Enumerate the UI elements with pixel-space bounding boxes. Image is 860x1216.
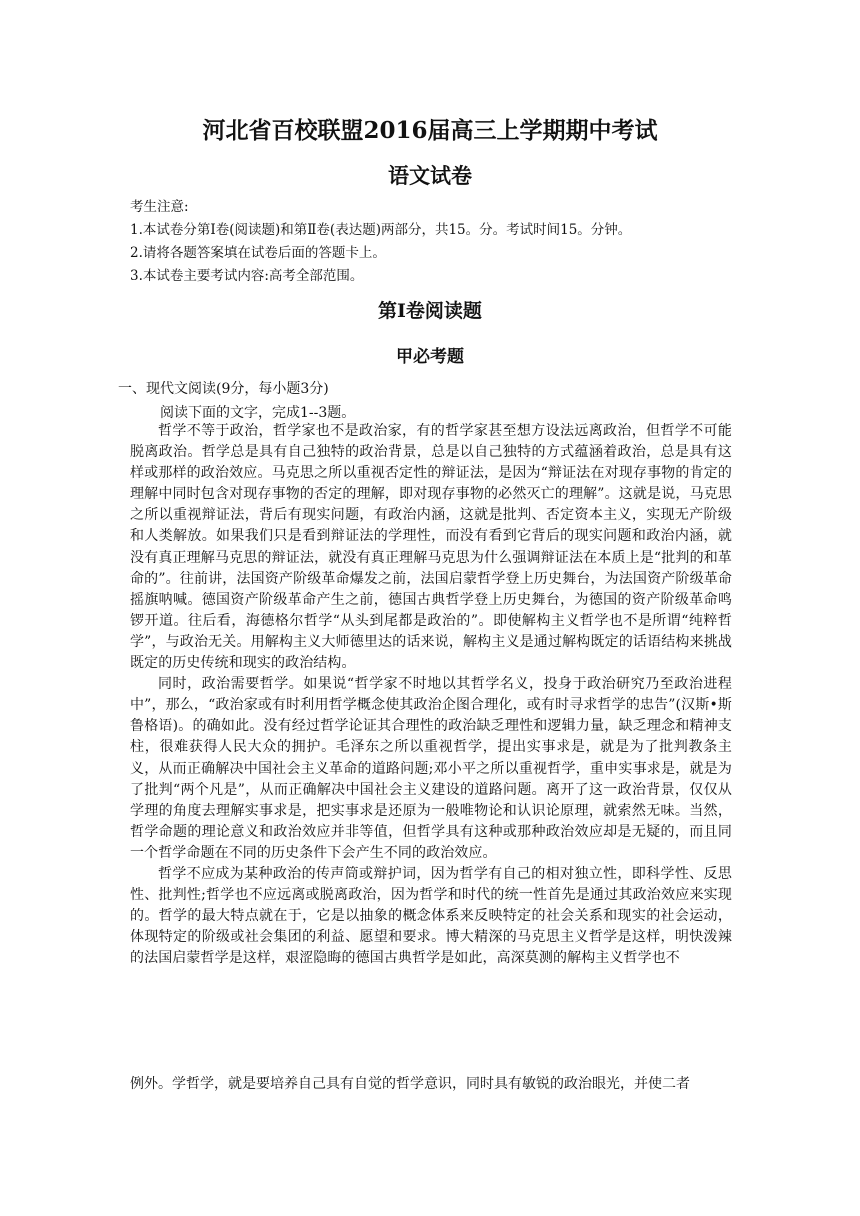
notice-item: 1.本试卷分第Ⅰ卷(阅读题)和第Ⅱ卷(表达题)两部分，共15。分。考试时间15。分钟。	[130, 222, 632, 238]
question-heading: 一、现代文阅读(9分，每小题3分)	[118, 381, 329, 397]
passage-paragraph: 哲学不等于政治，哲学家也不是政治家，有的哲学家甚至想方设法远离政治，但哲学不可能脱离政治。哲学总是具有自己独特的政治背景，总是以自己独特的方式蕴涵着政治，总是具有这样或那样的政治效应。马克思之所以重视否定性的辩证法，是因为“辩证法在对现存事物的肯定的理解中同时包含对现存事物的否定的理解，即对现存事物的必然灭亡的理解”。这就是说，马克思之所以重视辩证法，背后有现实问题，有政治内涵，这就是批判、否定资本主义，实现无产阶级和人类解放。如果我们只是看到辩证法的学理性，而没有看到它背后的现实问题和政治内涵，就没有真正理解马克思的辩证法，就没有真正理解马克思为什么强调辩证法在本质上是“批判的和革命的”。往前讲，法国资产阶级革命爆发之前，法国启蒙哲学登上历史舞台，为法国资产阶级革命摇旗呐喊。德国资产阶级革命产生之前，德国古典哲学登上历史舞台，为德国的资产阶级革命鸣锣开道。往后看，海德格尔哲学“从头到尾都是政治的”。即使解构主义哲学也不是所谓“纯粹哲学”，与政治无关。用解构主义大师德里达的话来说，解构主义是通过解构既定的话语结构来挑战既定的历史传统和现实的政治结构。	[130, 423, 732, 672]
exam-subtitle: 语文试卷	[388, 163, 472, 188]
exam-title: 河北省百校联盟2016届高三上学期期中考试	[202, 117, 658, 144]
notice-heading: 考生注意:	[130, 199, 189, 215]
notice-item: 2.请将各题答案填在试卷后面的答题卡上。	[130, 245, 386, 261]
section-title: 甲必考题	[396, 347, 464, 367]
passage-continuation: 例外。学哲学，就是要培养自己具有自觉的哲学意识，同时具有敏锐的政治眼光，并使二者	[130, 1076, 690, 1092]
passage-paragraph: 哲学不应成为某种政治的传声筒或辩护词，因为哲学有自己的相对独立性，即科学性、反思性、批判性;哲学也不应远离或脱离政治，因为哲学和时代的统一性首先是通过其政治效应来实现的。哲学的最大特点就在于，它是以抽象的概念体系来反映特定的社会关系和现实的社会运动，体现特定的阶级或社会集团的利益、愿望和要求。博大精深的马克思主义哲学是这样，明快泼辣的法国启蒙哲学是这样，艰涩隐晦的德国古典哲学是如此，高深莫测的解构主义哲学也不	[130, 865, 732, 967]
part-title: 第Ⅰ卷阅读题	[378, 300, 482, 322]
candidate-notice	[130, 196, 740, 288]
passage-paragraph: 同时，政治需要哲学。如果说“哲学家不时地以其哲学名义，投身于政治研究乃至政治进程中”，那么，“政治家或有时利用哲学概念使其政治企图合理化，或有时寻求哲学的忠告”(汉斯•斯鲁格语)。的确如此。没有经过哲学论证其合理性的政治缺乏理性和逻辑力量，缺乏理念和精神支柱，很难获得人民大众的拥护。毛泽东之所以重视哲学，提出实事求是，就是为了批判教条主义，从而正确解决中国社会主义革命的道路问题;邓小平之所以重视哲学，重申实事求是，就是为了批判“两个凡是”，从而正确解决中国社会主义建设的道路问题。离开了这一政治背景，仅仅从学理的角度去理解实事求是，把实事求是还原为一般唯物论和认识论原理，就索然无味。当然，哲学命题的理论意义和政治效应并非等值，但哲学具有这种或那种政治效应却是无疑的，而且同一个哲学命题在不同的历史条件下会产生不同的政治效应。	[130, 676, 732, 861]
reading-instruction: 阅读下面的文字，完成1--3题。	[160, 405, 356, 421]
reading-passage	[130, 421, 732, 969]
notice-item: 3.本试卷主要考试内容:高考全部范围。	[130, 268, 364, 284]
